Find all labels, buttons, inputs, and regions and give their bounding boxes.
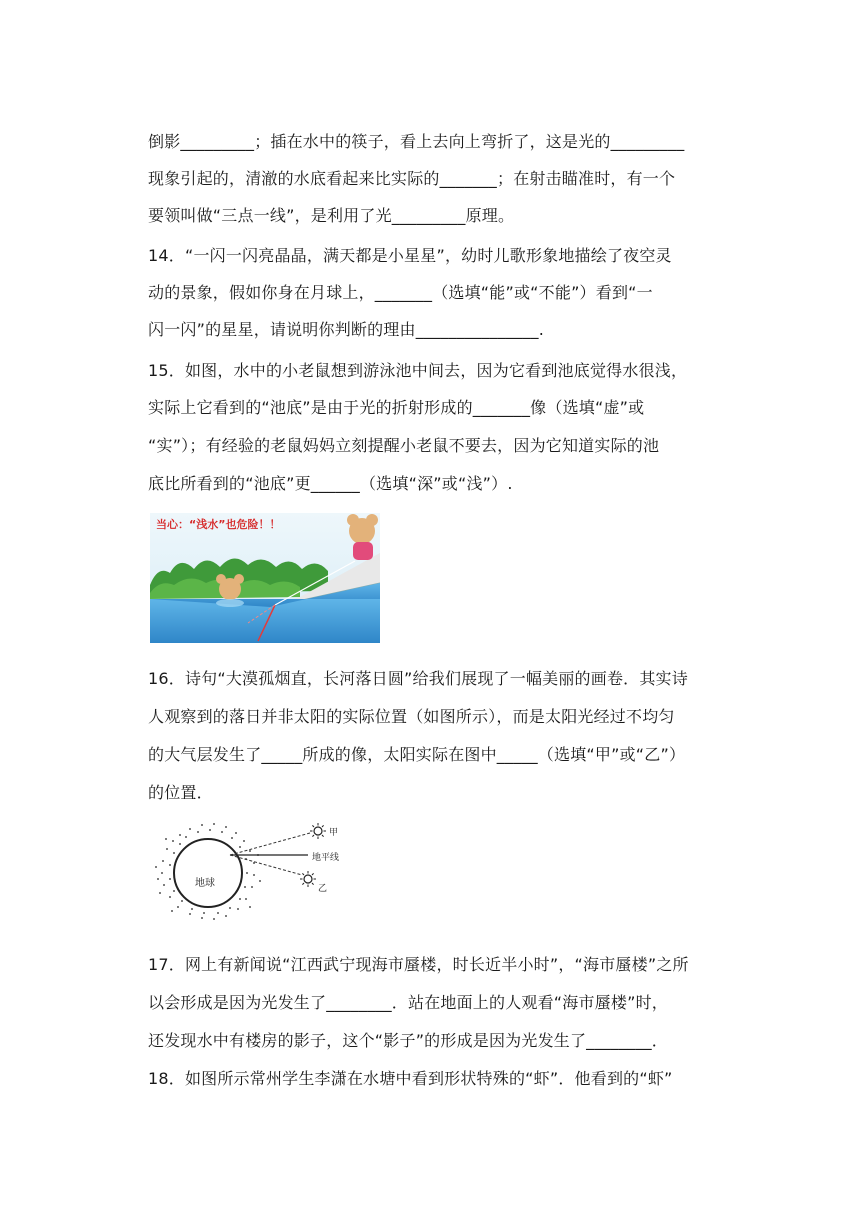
sun-jia-icon (310, 823, 326, 839)
figure-mouse-pool (150, 513, 380, 643)
question-17-line-3: 还发现水中有楼房的影子，这个“影子”的形成是因为光发生了________． (148, 1031, 668, 1050)
text-line-1: 倒影_________；插在水中的筷子，看上去向上弯折了，这是光的_________ (148, 132, 685, 151)
earth-label: 地球 (195, 878, 215, 889)
question-17-line-2: 以会形成是因为光发生了________．站在地面上的人观看“海市蜃楼”时， (148, 993, 668, 1012)
question-16-line-3: 的大气层发生了_____所成的像，太阳实际在图中_____（选填“甲”或“乙”） (148, 745, 686, 764)
text-line-2: 现象引起的，清澈的水底看起来比实际的_______；在射击瞄准时，有一个 (148, 169, 676, 188)
question-15-line-4: 底比所看到的“池底”更______（选填“深”或“浅”）. (148, 474, 513, 493)
text-line-3: 要领叫做“三点一线”，是利用了光_________原理。 (148, 206, 515, 225)
question-14-line-1: 14．“一闪一闪亮晶晶，满天都是小星星”，幼时儿歌形象地描绘了夜空灵 (148, 246, 672, 265)
question-16-line-1: 16．诗句“大漠孤烟直，长河落日圆”给我们展现了一幅美丽的画卷．其实诗 (148, 669, 688, 688)
question-15-line-1: 15．如图，水中的小老鼠想到游泳池中间去，因为它看到池底觉得水很浅， (148, 361, 688, 380)
question-18-line-1: 18．如图所示常州学生李潇在水塘中看到形状特殊的“虾”．他看到的“虾” (148, 1069, 673, 1088)
label-yi: 乙 (318, 884, 328, 894)
label-jia: 甲 (329, 828, 339, 838)
question-15-line-3: “实”）；有经验的老鼠妈妈立刻提醒小老鼠不要去，因为它知道实际的池 (148, 436, 660, 455)
question-14-line-3: 闪一闪”的星星，请说明你判断的理由_______________. (148, 320, 544, 339)
question-17-line-1: 17．网上有新闻说“江西武宁现海市蜃楼，时长近半小时”，“海市蜃楼”之所 (148, 955, 689, 974)
label-horizon: 地平线 (312, 853, 340, 863)
figure-earth-refraction (150, 815, 360, 931)
figure-banner-text: 当心：“浅水”也危险！！ (156, 518, 281, 531)
question-16-line-2: 人观察到的落日并非太阳的实际位置（如图所示），而是太阳光经过不均匀 (148, 707, 675, 726)
sun-yi-icon (300, 871, 316, 887)
question-16-line-4: 的位置． (148, 783, 213, 802)
question-14-line-2: 动的景象，假如你身在月球上，_______（选填“能”或“不能”）看到“一 (148, 283, 653, 302)
question-15-line-2: 实际上它看到的“池底”是由于光的折射形成的_______像（选填“虚”或 (148, 398, 645, 417)
